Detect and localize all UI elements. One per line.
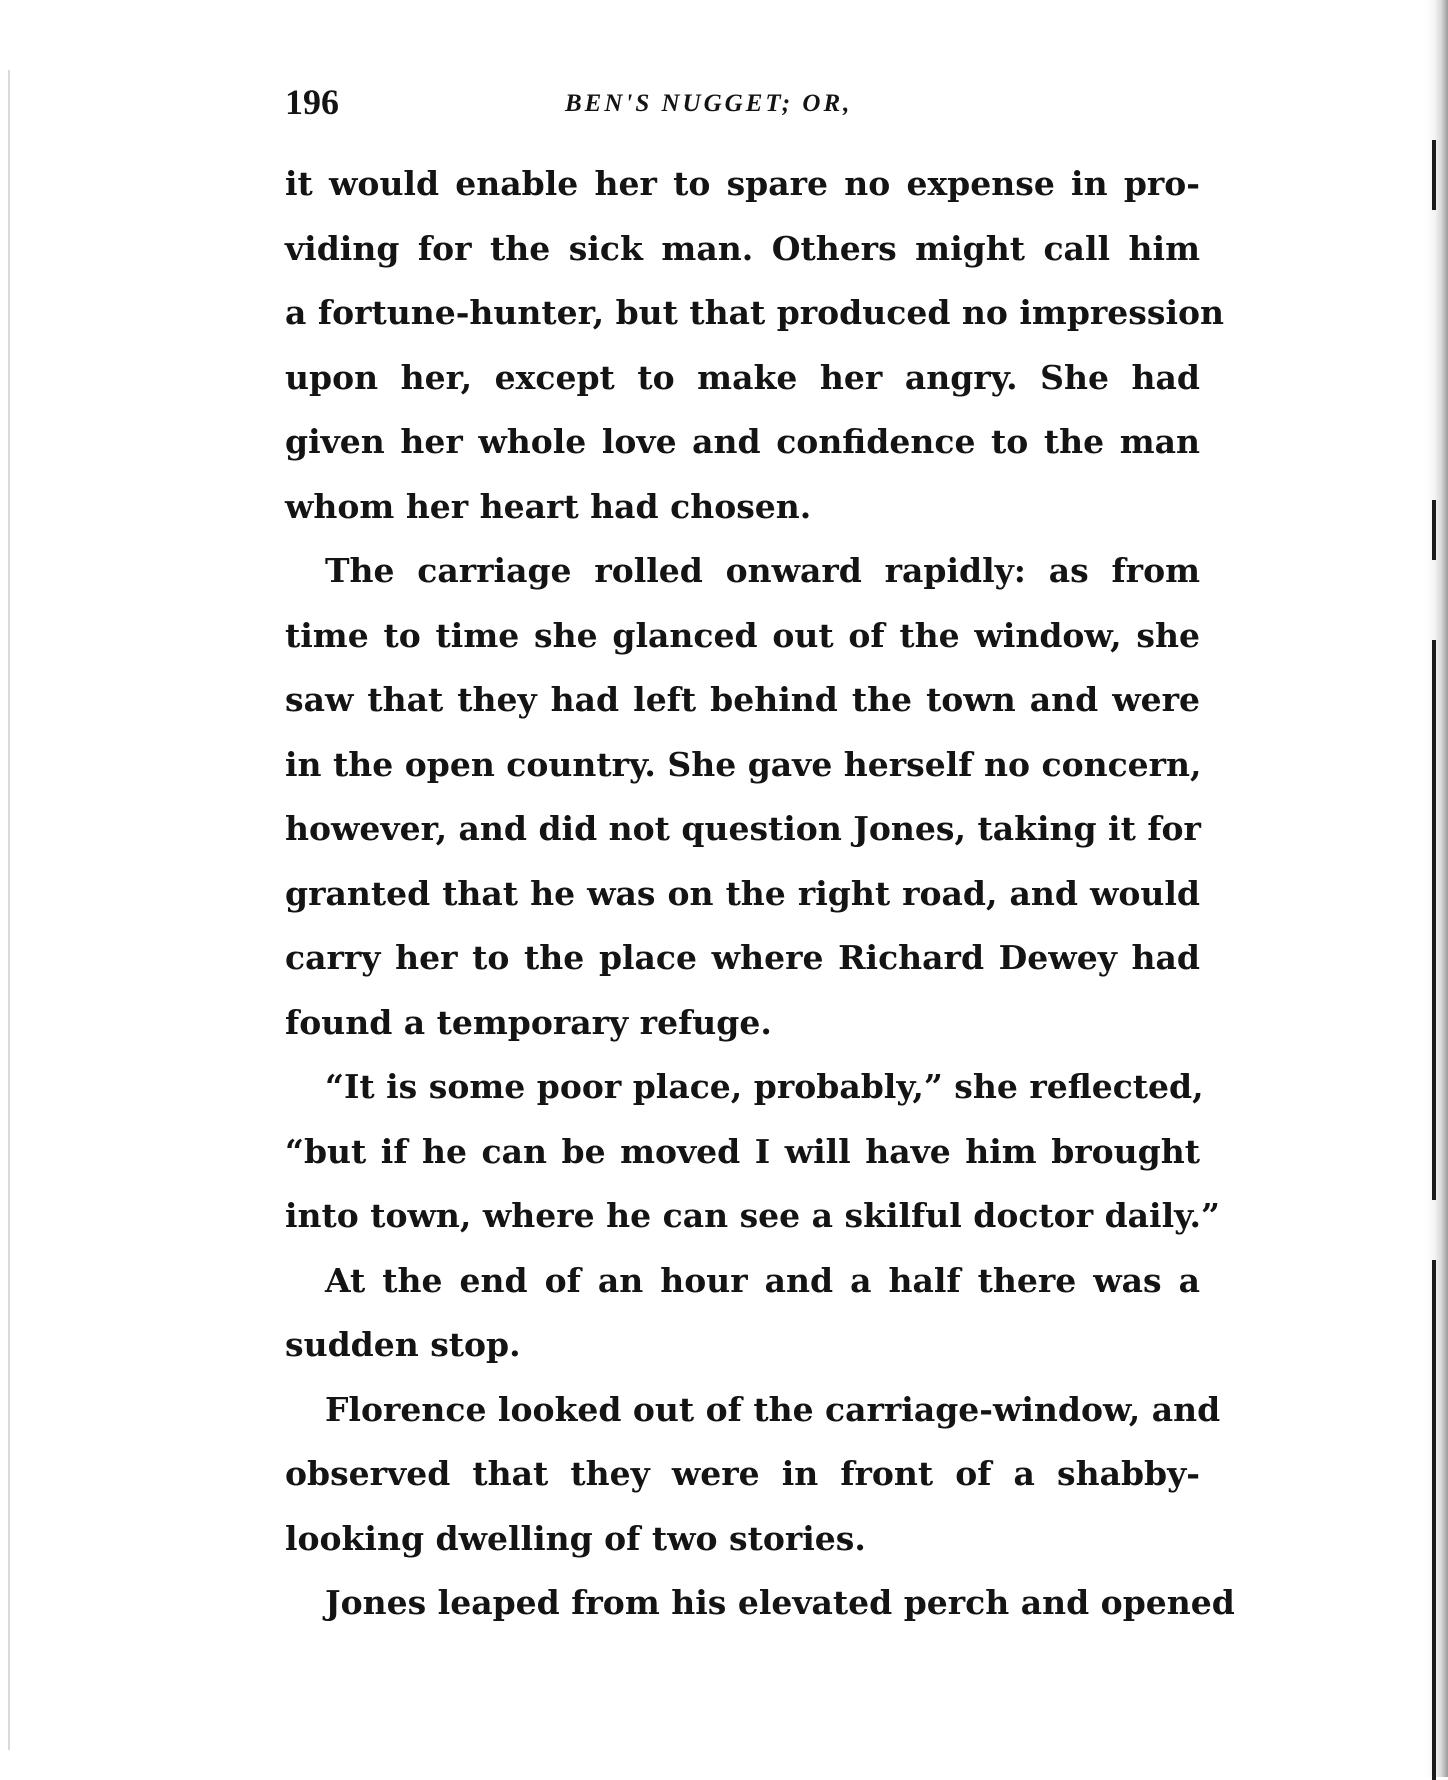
page-header — [285, 74, 1205, 130]
text-line: whom her heart had chosen. — [285, 486, 812, 526]
text-line: “It is some poor place, probably,” she reflected, — [325, 1067, 1204, 1106]
scan-edge-mark — [1432, 140, 1436, 210]
running-head: BEN'S NUGGET; OR, — [565, 90, 853, 117]
text-line: found a temporary refuge. — [285, 1002, 772, 1042]
text-line: given her whole love and confidence to the man — [285, 422, 1200, 461]
text-line: observed that they were in front of a shabby- — [285, 1454, 1200, 1493]
text-line: however, and did not question Jones, taking it for — [285, 809, 1201, 848]
text-line: granted that he was on the right road, and would — [285, 873, 1200, 913]
text-line: saw that they had left behind the town and were — [285, 680, 1200, 719]
text-line: sudden stop. — [285, 1325, 521, 1364]
text-line: a fortune-hunter, but that produced no impression — [285, 293, 1225, 332]
text-line: it would enable her to spare no expense in pro- — [285, 164, 1200, 203]
text-line: At the end of an hour and a half there was a — [325, 1260, 1200, 1300]
scan-edge-mark — [1432, 640, 1436, 1200]
text-line: time to time she glanced out of the window, she — [285, 615, 1200, 655]
scan-left-margin-line — [8, 70, 10, 1750]
scan-edge-shadow — [1426, 0, 1448, 1777]
text-line: viding for the sick man. Others might call him — [285, 228, 1200, 268]
scan-edge-mark — [1432, 500, 1436, 560]
text-line: into town, where he can see a skilful doctor daily.” — [285, 1196, 1220, 1235]
body-text — [285, 152, 1235, 1636]
text-line: looking dwelling of two stories. — [285, 1518, 866, 1558]
page-number: 196 — [285, 82, 339, 122]
text-line: Florence looked out of the carriage-window, and — [325, 1389, 1221, 1429]
text-line: “but if he can be moved I will have him brought — [285, 1131, 1200, 1171]
scan-edge-mark — [1432, 1260, 1436, 1780]
text-line: Jones leaped from his elevated perch and opened — [325, 1583, 1235, 1622]
text-line: carry her to the place where Richard Dewey had — [285, 938, 1200, 977]
text-line: upon her, except to make her angry. She had — [285, 357, 1200, 397]
text-line: in the open country. She gave herself no concern, — [285, 744, 1202, 784]
text-line: The carriage rolled onward rapidly: as from — [325, 551, 1200, 590]
